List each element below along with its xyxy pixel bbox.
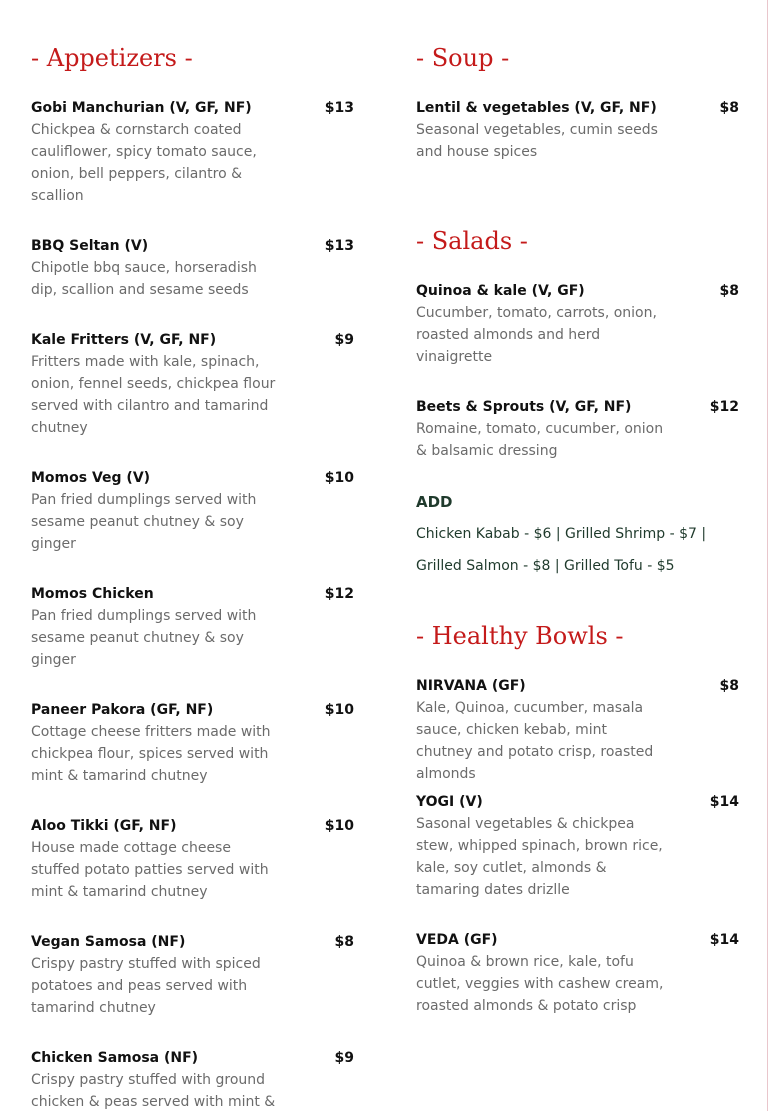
item-name: Paneer Pakora (GF, NF)	[31, 702, 214, 718]
item-price: $14	[709, 932, 739, 948]
item-name: Kale Fritters (V, GF, NF)	[31, 332, 217, 348]
item-price: $10	[324, 818, 354, 834]
item-description: Chipotle bbq sauce, horseradish dip, scallion and sesame seeds	[31, 260, 257, 298]
salad-add-label: ADD	[416, 493, 453, 511]
item-description: Chickpea & cornstarch coated cauliflower, spicy tomato sauce, onion, bell peppers, cilantro & scallion	[31, 122, 257, 204]
item-price: $14	[709, 794, 739, 810]
appetizers-title: - Appetizers -	[31, 44, 193, 72]
item-description: Sasonal vegetables & chickpea stew, whipped spinach, brown rice, kale, soy cutlet, almonds & tamaring dates drizlle	[416, 816, 663, 898]
item-name: Quinoa & kale (V, GF)	[416, 283, 585, 299]
item-price: $8	[719, 283, 739, 299]
item-name: Gobi Manchurian (V, GF, NF)	[31, 100, 252, 116]
item-description: Cottage cheese fritters made with chickpea flour, spices served with mint & tamarind chutney	[31, 724, 271, 784]
item-price: $10	[324, 702, 354, 718]
item-name: Momos Chicken	[31, 586, 154, 602]
item-description: Pan fried dumplings served with sesame peanut chutney & soy ginger	[31, 608, 257, 668]
item-price: $10	[324, 470, 354, 486]
item-name: YOGI (V)	[416, 794, 483, 810]
item-price: $8	[719, 678, 739, 694]
item-description: Kale, Quinoa, cucumber, masala sauce, chicken kebab, mint chutney and potato crisp, roasted almonds	[416, 700, 654, 782]
item-price: $13	[324, 100, 354, 116]
item-description: House made cottage cheese stuffed potato patties served with mint & tamarind chutney	[31, 840, 269, 900]
item-description: Cucumber, tomato, carrots, onion, roasted almonds and herd vinaigrette	[416, 305, 657, 365]
item-name: Beets & Sprouts (V, GF, NF)	[416, 399, 632, 415]
item-name: Vegan Samosa (NF)	[31, 934, 186, 950]
page-edge-line	[767, 0, 768, 1111]
item-description: Crispy pastry stuffed with spiced potatoes and peas served with tamarind chutney	[31, 956, 261, 1016]
item-price: $9	[334, 1050, 354, 1066]
item-name: Momos Veg (V)	[31, 470, 151, 486]
item-name: VEDA (GF)	[416, 932, 498, 948]
item-description: Crispy pastry stuffed with ground chicken & peas served with mint &	[31, 1072, 276, 1110]
item-name: NIRVANA (GF)	[416, 678, 526, 694]
salad-add-options: Chicken Kabab - $6 | Grilled Shrimp - $7 | Grilled Salmon - $8 | Grilled Tofu - $5	[416, 526, 707, 574]
soup-title: - Soup -	[416, 44, 510, 72]
item-description: Romaine, tomato, cucumber, onion & balsamic dressing	[416, 421, 664, 459]
item-description: Pan fried dumplings served with sesame peanut chutney & soy ginger	[31, 492, 257, 552]
item-price: $13	[324, 238, 354, 254]
item-name: Chicken Samosa (NF)	[31, 1050, 199, 1066]
item-price: $9	[334, 332, 354, 348]
item-price: $8	[719, 100, 739, 116]
item-description: Quinoa & brown rice, kale, tofu cutlet, veggies with cashew cream, roasted almonds & potato crisp	[416, 954, 664, 1014]
item-name: BBQ Seltan (V)	[31, 238, 149, 254]
item-description: Fritters made with kale, spinach, onion, fennel seeds, chickpea flour served with cilantro and tamarind chutney	[31, 354, 276, 436]
item-price: $12	[709, 399, 739, 415]
item-description: Seasonal vegetables, cumin seeds and house spices	[416, 122, 658, 160]
item-price: $12	[324, 586, 354, 602]
item-name: Aloo Tikki (GF, NF)	[31, 818, 177, 834]
healthy-bowls-title: - Healthy Bowls -	[416, 622, 624, 650]
item-price: $8	[334, 934, 354, 950]
salads-title: - Salads -	[416, 227, 528, 255]
item-name: Lentil & vegetables (V, GF, NF)	[416, 100, 657, 116]
